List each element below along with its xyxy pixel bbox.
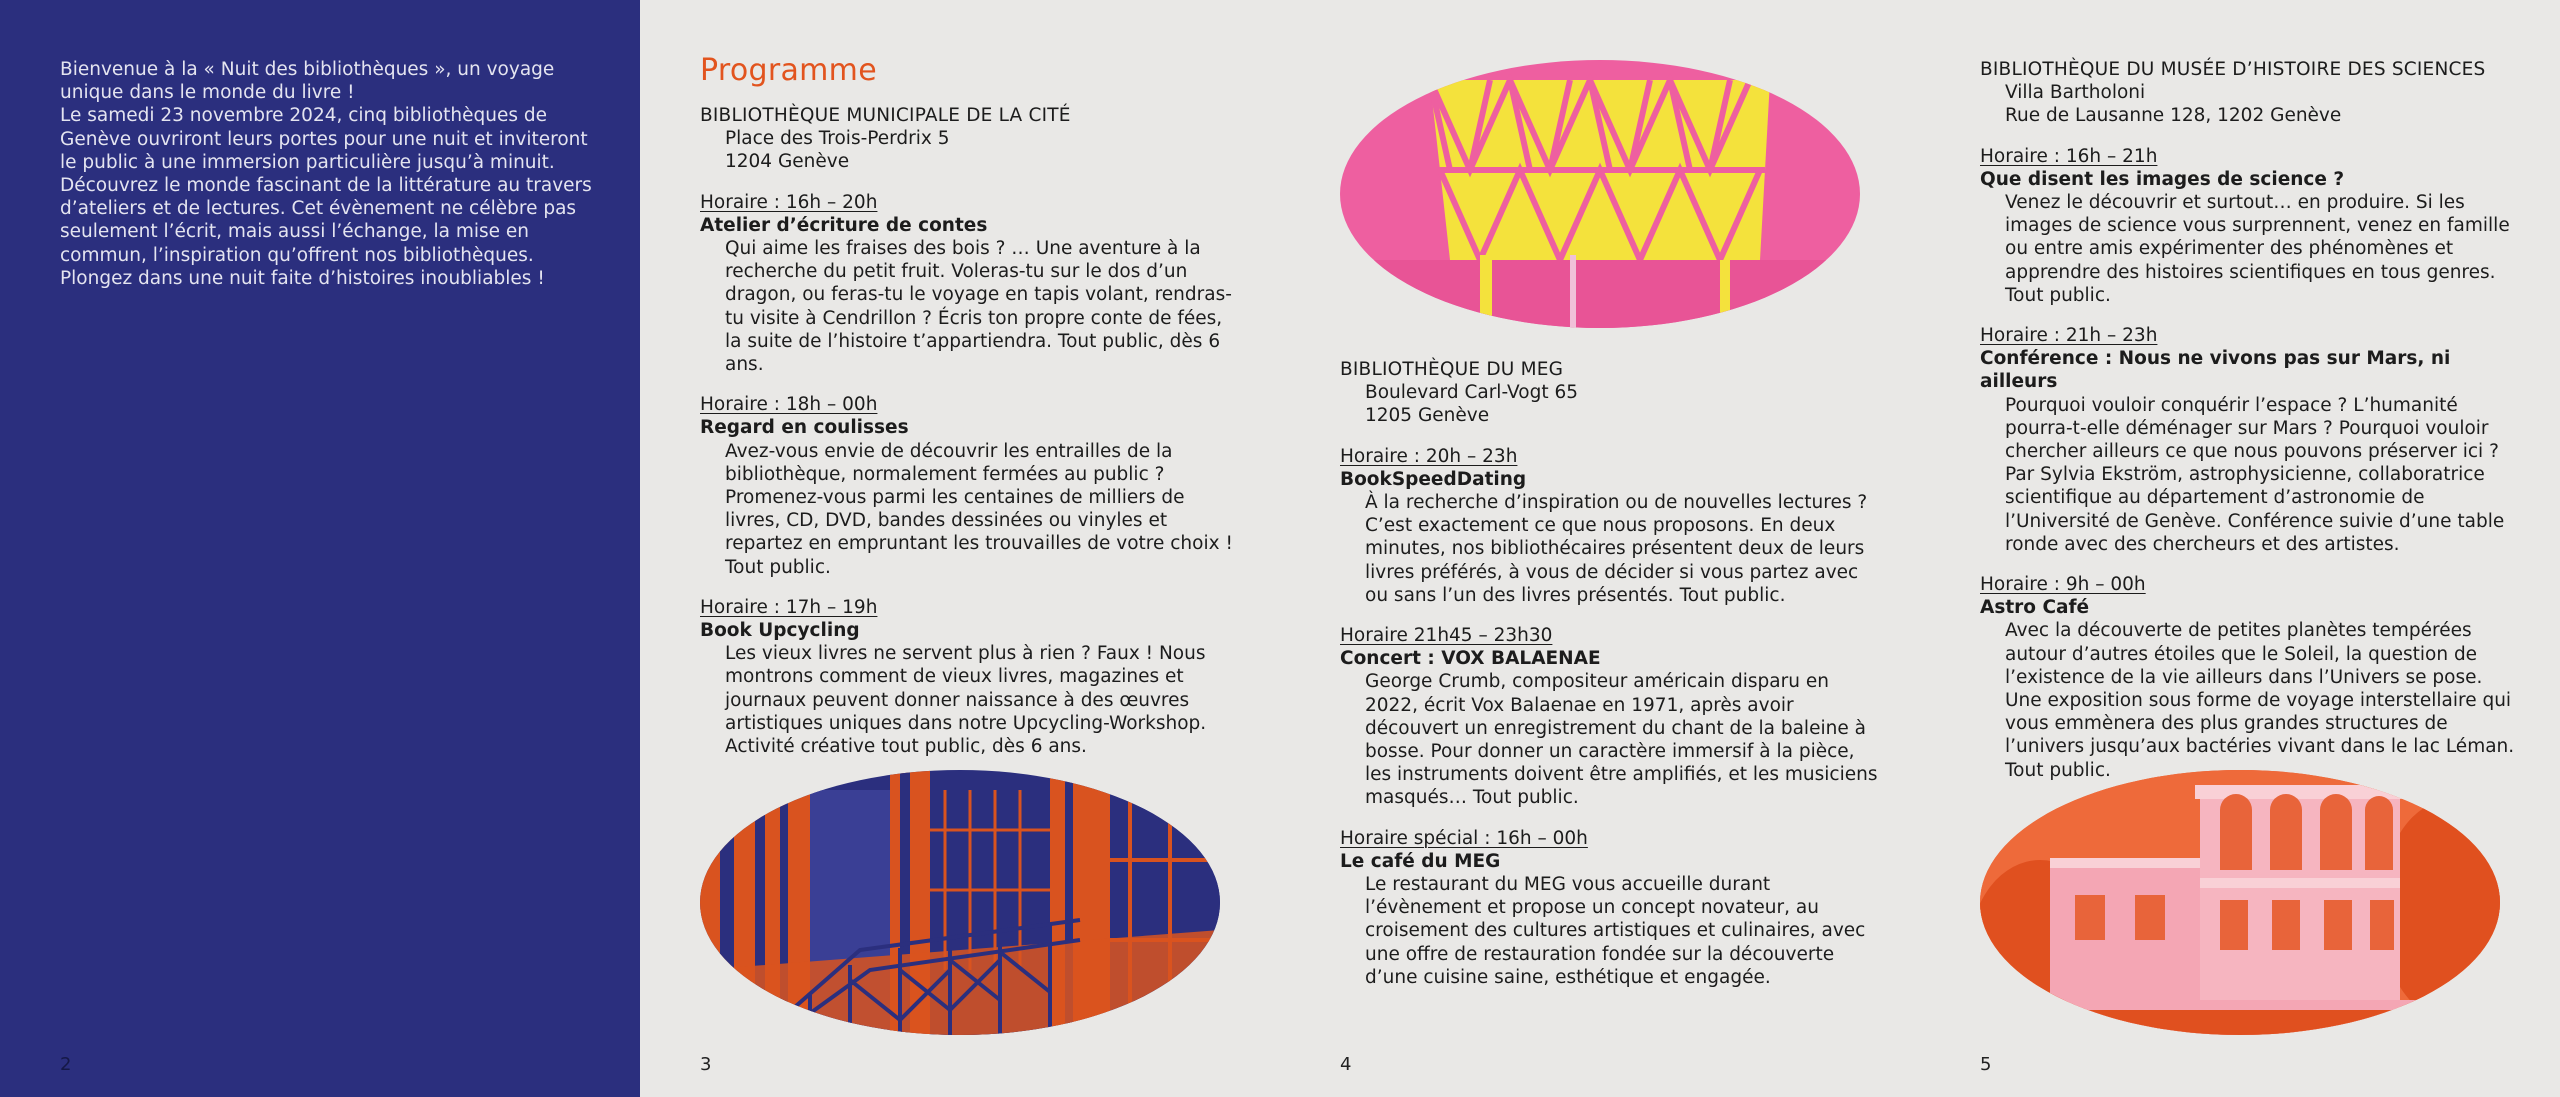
event-description (1340, 670, 1880, 809)
page-number: 4 (1340, 1054, 1352, 1075)
event-block (1340, 445, 1880, 607)
page-number: 2 (60, 1054, 72, 1075)
event-hour: Horaire : 21h – 23h (1980, 325, 2158, 347)
event-block (1340, 827, 1880, 989)
event-block (1980, 324, 2520, 556)
description-text: Une exposition sous forme de voyage interstellaire qui vous emmènera des plus grandes structures de l’univers jusqu’aux bactéries vivant dans le lac Léman. Tout public. (2005, 690, 2515, 781)
event-description (1340, 873, 1880, 989)
event-hour: Horaire 21h45 – 23h30 (1340, 625, 1553, 647)
address-line: Villa Bartholoni (2005, 82, 2146, 104)
description-text: George Crumb, compositeur américain disparu en 2022, écrit Vox Balaenae en 1971, après avoir découvert un enregistrement du chant de la baleine à bosse. Pour donner un caractère immersif à la pièce, les instruments doivent être amplifiés, et les musiciens masqués… Tout public. (1365, 671, 1878, 809)
page-title: Programme (700, 53, 877, 88)
page-number: 3 (700, 1054, 712, 1075)
library-name: BIBLIOTHÈQUE MUNICIPALE DE LA CITÉ (700, 105, 1071, 126)
event-description (1980, 394, 2520, 556)
event-description (700, 237, 1240, 376)
lattice-structure-image (1340, 60, 1860, 328)
event-block (1340, 624, 1880, 810)
event-title: Regard en coulisses (700, 417, 909, 439)
science-museum-column (1980, 58, 2520, 782)
event-title: Book Upcycling (700, 620, 860, 642)
event-block (1980, 573, 2520, 782)
address-line: 1204 Genève (725, 151, 850, 173)
event-description (700, 440, 1240, 579)
description-text: Pourquoi vouloir conquérir l’espace ? L’humanité pourra-t-elle déménager sur Mars ? Pourquoi vouloir chercher ailleurs ce que nous pouvons préserver ici ? Par Sylvia Ekström, astrophysicienne, collaboratrice scientifique au département d’astronomie de l’Université de Genève. Conférence suivie d’une table ronde avec des chercheurs et des artistes. (2005, 394, 2505, 555)
library-building-illustration (700, 770, 1220, 1035)
event-block (700, 596, 1240, 758)
address-line: Boulevard Carl-Vogt 65 (1365, 382, 1578, 404)
intro-line: Plongez dans une nuit faite d’histoires inoubliables ! (60, 267, 545, 289)
event-block (1980, 145, 2520, 307)
page-number: 5 (1980, 1054, 1992, 1075)
event-hour: Horaire : 20h – 23h (1340, 445, 1518, 467)
description-text: Promenez-vous parmi les centaines de milliers de livres, CD, DVD, bandes dessinées ou vinyles et repartez en empruntant les trouvailles de votre choix ! Tout public. (725, 487, 1233, 578)
event-description (1340, 491, 1880, 607)
description-text: Avez-vous envie de découvrir les entrailles de la bibliothèque, normalement fermées au public ? (725, 440, 1173, 485)
villa-bartholoni-image (1980, 770, 2500, 1035)
event-block (700, 393, 1240, 579)
address-line: 1205 Genève (1365, 405, 1490, 427)
event-hour: Horaire : 9h – 00h (1980, 574, 2146, 596)
page-2 (0, 0, 640, 1097)
description-text: Avec la découverte de petites planètes tempérées autour d’autres étoiles que le Soleil, la question de l’existence de la vie ailleurs dans l’Univers se pose. (2005, 620, 2483, 688)
description-text: À la recherche d’inspiration ou de nouvelles lectures ? C’est exactement ce que nous proposons. En deux minutes, nos bibliothécaires présentent deux de leurs livres préférés, à vous de décider si vous partez avec ou sans l’un des livres présentés. Tout public. (1365, 492, 1868, 606)
library-address (1340, 381, 1880, 427)
description-text: Les vieux livres ne servent plus à rien ? Faux ! Nous montrons comment de vieux livres, magazines et journaux peuvent donner naissance à des œuvres artistiques uniques dans notre Upcycling-Workshop. (725, 643, 1207, 734)
page-5 (1920, 0, 2560, 1097)
description-text: Venez le découvrir et surtout… en produire. Si les images de science vous surprennent, venez en famille ou entre amis expérimenter des phénomènes et apprendre des histoires scientifiques en tous genres. Tout public. (2005, 192, 2510, 306)
address-line: Rue de Lausanne 128, 1202 Genève (2005, 105, 2342, 127)
lattice-structure-illustration (1340, 60, 1860, 328)
event-title: BookSpeedDating (1340, 468, 1527, 490)
event-description (1980, 619, 2520, 781)
description-text: Le restaurant du MEG vous accueille durant l’évènement et propose un concept novateur, au croisement des cultures artistiques et culinaires, avec une offre de restauration fondée sur la découverte d’une cuisine saine, esthétique et engagée. (1365, 874, 1866, 988)
description-text: Qui aime les fraises des bois ? … Une aventure à la recherche du petit fruit. Voleras-tu sur le dos d’un dragon, ou feras-tu le voyage en tapis volant, rendras-tu visite à Cendrillon ? Écris ton propre conte de fées, la suite de l’histoire t’appartiendra. Tout public, dès 6 ans. (725, 238, 1232, 376)
event-title: Atelier d’écriture de contes (700, 214, 988, 236)
event-description (1980, 191, 2520, 307)
intro-line: Le samedi 23 novembre 2024, cinq bibliothèques de Genève ouvriront leurs portes pour une nuit et inviteront le public à une immersion particulière jusqu’à minuit. (60, 105, 588, 173)
meg-column (1340, 358, 1880, 989)
intro-line: Bienvenue à la « Nuit des bibliothèques », un voyage unique dans le monde du livre ! (60, 59, 555, 104)
library-name: BIBLIOTHÈQUE DU MEG (1340, 359, 1564, 380)
address-line: Place des Trois-Perdrix 5 (725, 128, 950, 150)
event-title: Conférence : Nous ne vivons pas sur Mars, ni ailleurs (1980, 348, 2451, 393)
event-description (700, 642, 1240, 758)
event-hour: Horaire spécial : 16h – 00h (1340, 827, 1588, 849)
intro-line: Découvrez le monde fascinant de la littérature au travers d’ateliers et de lectures. Cet évènement ne célèbre pas seulement l’écrit, mais aussi l’échange, la mise en commun, l’inspiration qu’offrent nos bibliothèques. (60, 175, 592, 266)
library-building-image (700, 770, 1220, 1035)
event-block (700, 191, 1240, 377)
villa-illustration (1980, 770, 2500, 1035)
event-hour: Horaire : 16h – 21h (1980, 145, 2158, 167)
event-title: Concert : VOX BALAENAE (1340, 648, 1601, 670)
intro-text (60, 58, 600, 290)
event-hour: Horaire : 18h – 00h (700, 394, 878, 416)
event-title: Astro Café (1980, 597, 2090, 619)
programme-column (700, 54, 1240, 758)
event-title: Que disent les images de science ? (1980, 168, 2345, 190)
library-address (1980, 81, 2520, 127)
page-3 (640, 0, 1280, 1097)
description-text: Activité créative tout public, dès 6 ans. (725, 736, 1087, 758)
event-title: Le café du MEG (1340, 850, 1501, 872)
library-name: BIBLIOTHÈQUE DU MUSÉE D’HISTOIRE DES SCIENCES (1980, 59, 2486, 80)
library-address (700, 127, 1240, 173)
event-hour: Horaire : 16h – 20h (700, 191, 878, 213)
event-hour: Horaire : 17h – 19h (700, 596, 878, 618)
page-4 (1280, 0, 1920, 1097)
